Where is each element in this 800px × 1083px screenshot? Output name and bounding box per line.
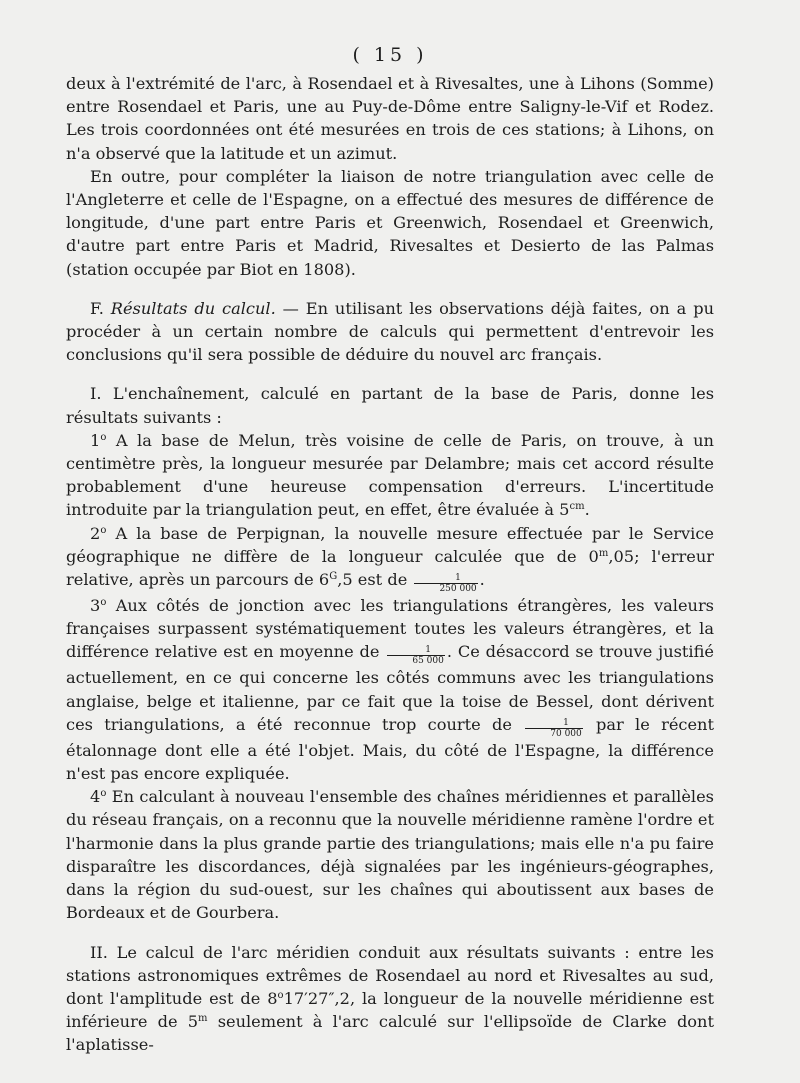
item-number: 3 [90,596,101,616]
item-text: A la base de Melun, très voisine de celle de Paris, on trouve, à un centimètre près, la longueur mesurée par Delambre; mais cet accord résulte probablement d'une heureuse compensation d'erreurs. L'incertitude introduite par la triangulation peut, en effet, être évaluée à 5 [66,430,714,520]
item-text: . Ce désaccord se trouve justifié actuellement, en ce qui concerne les côtés communs avec les triangulations anglaise, belge et italienne, par ce fait que la toise de Bessel, dont dérivent ces triangulations, a été reconnue trop courte de [66,642,714,734]
section-title: Résultats du calcul. [110,298,276,318]
ordinal-sup: o [100,597,107,609]
list-item-1 [66,429,714,522]
paragraph-part-two [66,941,714,1057]
item-number: 2 [90,523,101,543]
fraction [525,718,583,739]
unit-sup: cm [569,501,585,513]
grade-sup: G [329,571,338,583]
item-text: . [584,500,590,520]
paragraph-results-heading [66,297,714,367]
fraction-numerator: 1 [387,645,445,656]
page-number: ( 15 ) [352,44,428,66]
fraction [414,573,477,594]
list-item-4 [66,785,714,924]
fraction-denominator: 250 000 [439,584,477,595]
item-text: II. Le calcul de l'arc méridien conduit aux résultats suivants : entre les stations astronomiques extrêmes de Rosendael au nord et Rivesaltes au sud, dont l'amplitude est de 8 [66,942,714,1008]
paragraph-longitude: En outre, pour compléter la liaison de notre triangulation avec celle de l'Angleterre et celle de l'Espagne, on a effectué des mesures de différence de longitude, d'une part entre Paris et Greenwich, Rosendael et Greenwich, d'autre part entre Paris et Madrid, Rivesaltes et Desierto de las Palmas (station occupée par Biot en 1808). [66,166,714,279]
list-item-2 [66,522,714,594]
item-text: ,5 est de [337,570,408,590]
item-text: seulement à l'arc calculé sur l'ellipsoïde de Clarke dont l'aplatisse- [66,1012,714,1055]
fraction [387,645,445,666]
ordinal-sup: o [100,431,107,443]
item-text: A la base de Perpignan, la nouvelle mesure effectuée par le Service géographique ne diffère de la longueur calculée que de 0 [66,523,714,566]
item-text: Aux côtés de jonction avec les triangulations étrangères, les valeurs françaises surpassent systématiquement toutes les valeurs étrangères, et la différence relative est en moyenne de [66,596,714,662]
unit-sup: m [198,1013,208,1025]
degree-sup: o [277,989,284,1001]
section-letter: F. [90,298,104,318]
paragraph-stations: deux à l'extrémité de l'arc, à Rosendael et à Rivesaltes, une à Lihons (Somme) entre Rosendael et Paris, une au Puy-de-Dôme entre Saligny-le-Vif et Rodez. Les trois coordonnées ont été mesurées en trois de ces stations; à Lihons, on n'a observé que la latitude et un azimut. [66,74,714,163]
list-item-3 [66,594,714,785]
ordinal-sup: o [100,788,107,800]
item-number: 4 [90,787,101,807]
fraction-numerator: 1 [414,573,477,584]
section-intro: — En utilisant les observations déjà faites, on a pu procéder à un certain nombre de calculs qui permettent d'entrevoir les conclusions qu'il sera possible de déduire du nouvel arc français. [66,298,714,365]
item-text: 17′27″,2, la longueur de la nouvelle méridienne est inférieure de 5 [66,988,714,1032]
fraction-denominator: 70 000 [550,728,582,739]
paragraph-part-one: I. L'enchaînement, calculé en partant de la base de Paris, donne les résultats suivants : [66,384,714,427]
item-number: 1 [90,430,101,450]
fraction-denominator: 65 000 [412,656,444,667]
unit-sup: m [598,547,609,559]
ordinal-sup: o [100,524,107,536]
item-text: En calculant à nouveau l'ensemble des chaînes méridiennes et parallèles du réseau français, on a reconnu que la nouvelle méridienne ramène l'ordre et l'harmonie dans la plus grande partie des triangulations; mais elle n'a pu faire disparaître les discordances, déjà signalées par les ingénieurs-géographes, dans la région du sud-ouest, sur les chaînes qui aboutissent aux bases de Bordeaux et de Gourbera. [66,787,714,923]
item-text: ,05; l'erreur relative, après un parcours de 6 [66,546,714,590]
item-text: . [479,570,485,590]
fraction-numerator: 1 [525,718,583,729]
item-text: par le récent étalonnage dont elle a été l'objet. Mais, du côté de l'Espagne, la différence n'est pas encore expliquée. [66,714,714,784]
